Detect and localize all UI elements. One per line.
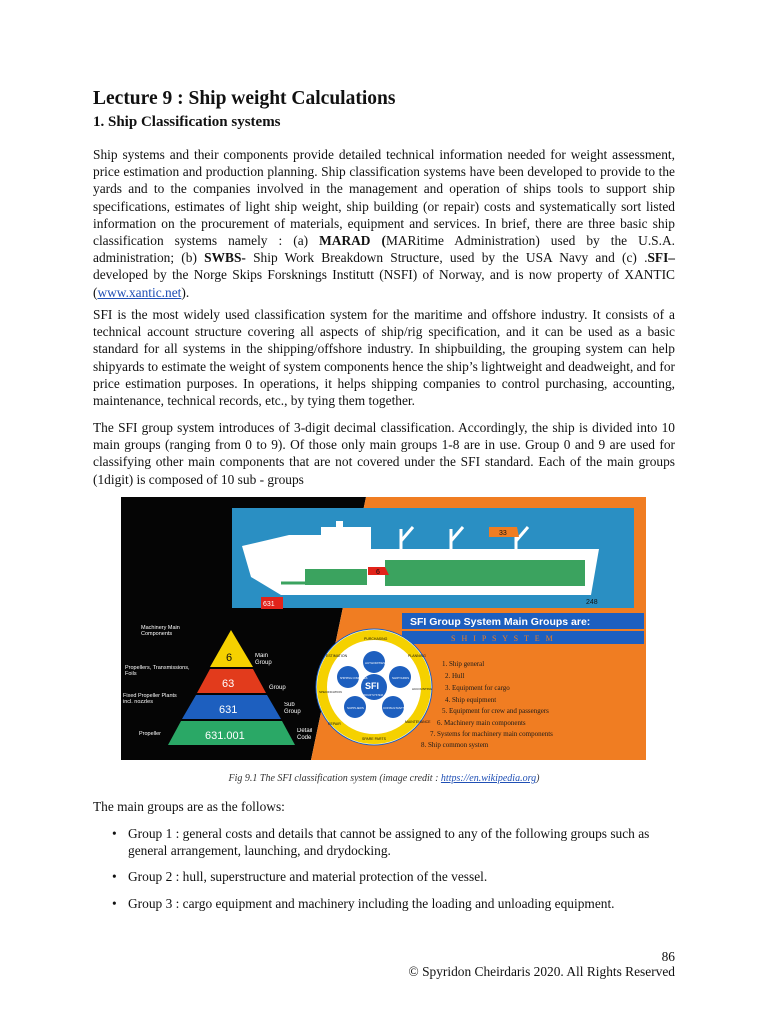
- swbs-term: SWBS-: [204, 250, 246, 266]
- pyramid-label-6: 6: [226, 652, 233, 664]
- pyramid-right-3: [284, 702, 314, 718]
- wheel-ring-spareparts: SPARE PARTS: [362, 737, 386, 741]
- bullet-icon: •: [112, 895, 117, 911]
- caption-close: ): [536, 773, 540, 784]
- list-item-text: Group 1 : general costs and details that cannot be assigned to any of the following groups such as general arrangement, launching, and drydocking.: [128, 826, 650, 859]
- pyramid-label-631: 631: [219, 704, 238, 716]
- wheel-node-label-suppliers: SUPPLIERS: [347, 706, 364, 710]
- section-title: 1. Ship Classification systems: [93, 114, 281, 130]
- wheel-ring-repair: REPAIR: [328, 722, 341, 726]
- pyramid-right-4: [297, 728, 327, 744]
- pyramid-left-3-text: Fixed Propeller Plants incl. nozzles: [123, 693, 177, 705]
- banner-subtitle: S H I P S Y S T E M: [451, 634, 555, 643]
- pyramid-right-1: [255, 653, 291, 669]
- ship-mast-icon: [336, 521, 343, 527]
- main-group-8: 8. Ship common system: [421, 741, 489, 749]
- wheel-node-label-shipyards: SHIPYARDS: [392, 676, 410, 680]
- main-groups-intro: The main groups are as the follows:: [93, 799, 285, 814]
- pyramid-right-2: Group: [269, 685, 286, 691]
- figure-caption: [0, 773, 768, 784]
- main-group-6: 6. Machinery main components: [437, 719, 526, 727]
- pyramid-label-63: 63: [222, 678, 235, 690]
- paragraph1-text-d: developed by the Norge Skips Forsknings Institutt (NSFI) of Norway, and is now property of XANTIC (: [93, 267, 675, 300]
- pyramid-label-631001: 631.001: [205, 730, 245, 742]
- ship-label-631: 631: [263, 601, 275, 608]
- wheel-ring-purchasing: PURCHASING: [364, 637, 388, 641]
- main-group-5: 5. Equipment for crew and passengers: [442, 707, 549, 715]
- wheel-ring-maintenance: MAINTENANCE: [405, 720, 431, 724]
- main-group-3: 3. Equipment for cargo: [445, 684, 510, 692]
- wheel-ring-planning: PLANNING: [408, 654, 426, 658]
- banner-title: SFI Group System Main Groups are:: [410, 616, 591, 628]
- ship-label-6: 6: [376, 569, 380, 576]
- wheel-center-sublabel: GROUP SYSTEM: [362, 694, 383, 697]
- wheel-node-label-authorities: AUTHORITIES: [365, 661, 386, 665]
- bullet-icon: •: [112, 869, 117, 885]
- wheel-ring-accounting: ACCOUNTING: [412, 687, 433, 691]
- ship-label-248: 248: [586, 599, 598, 606]
- list-item-text: Group 3 : cargo equipment and machinery including the loading and unloading equipment.: [128, 895, 615, 911]
- main-groups-list: [93, 825, 675, 921]
- pyramid-right-3-text: Sub Group: [284, 702, 301, 715]
- page-number: 86: [661, 949, 675, 964]
- paragraph-sfi-structure: The SFI group system introduces of 3-digit decimal classification. Accordingly, the ship is divided into 10 main groups (ranging from 0 to 9). Of those only main groups 1-8 are in use. Group 0 and 9 are used for classifying other main components that are not covered under the SFI standard. Each of the main groups (1digit) is composed of 10 sub - groups: [93, 420, 675, 487]
- paragraph-classification-systems: [93, 146, 675, 301]
- pyramid-left-3: [123, 693, 183, 715]
- pyramid-left-2: [125, 665, 195, 689]
- list-item: [93, 868, 675, 885]
- main-group-4: 4. Ship equipment: [445, 696, 497, 704]
- wheel-ring-specification: SPECIFICATION: [319, 690, 342, 694]
- sfi-figure: [121, 497, 646, 760]
- paragraph1-text-c: Ship Work Breakdown Structure, used by the USA Navy and (c) .: [245, 250, 648, 266]
- paragraph1-text-a: Ship systems and their components provide detailed technical information needed for weight assessment, price estimation and production planning. Ship classification systems have been developed to provide to the yards and to the companies involved in the management and operation of ships tools to support ship specifications, estimates of light ship weight, ship building (or repair) costs and systematically sort listed information on the procurement of materials, equipment and services. In brief, there are three basic ship classification systems namely : (a): [93, 147, 675, 249]
- paragraph-sfi-overview: SFI is the most widely used classification system for the maritime and offshore industry. It consists of a technical account structure covering all aspects of ship/rig specification, and it can be used as a basic standard for all systems in the shipping/offshore industry. In shipbuilding, the grouping system can help shipyards to estimate the weight of system components hence the ship’s lightweight and deadweight, and for price estimation purposes. In operations, it helps shipping companies to control purchasing, accounting, maintenance, technical records, etc., by tying them together.: [93, 307, 675, 409]
- bullet-icon: •: [112, 826, 117, 841]
- lecture-title: Lecture 9 : Ship weight Calculations: [93, 88, 396, 109]
- pyramid-left-1-text: Machinery Main Components: [141, 625, 180, 637]
- list-item: [93, 825, 675, 859]
- list-item-text: Group 2 : hull, superstructure and material protection of the vessel.: [128, 869, 488, 885]
- pyramid-left-1: [141, 625, 203, 655]
- caption-link[interactable]: https://en.wikipedia.org: [440, 773, 537, 784]
- cargo-hold-block: [385, 560, 585, 586]
- main-group-2: 2. Hull: [445, 672, 465, 680]
- pyramid-right-1-text: Main Group: [255, 653, 272, 666]
- engine-room-block: [305, 569, 367, 585]
- wheel-node-label-shipping: SHIPPING COMPANIES: [340, 677, 368, 680]
- main-group-1: 1. Ship general: [442, 660, 485, 668]
- pyramid-right-4-text: Detail Code: [297, 728, 313, 741]
- marad-term: MARAD (: [319, 233, 386, 249]
- pyramid-left-4: Propeller: [139, 731, 162, 737]
- xantic-link[interactable]: www.xantic.net: [97, 284, 182, 300]
- pyramid-left-2-text: Propellers, Transmissions, Foils: [125, 665, 190, 677]
- paragraph1-text-e: ).: [181, 284, 190, 300]
- wheel-ring-estimation: ESTIMATION: [326, 654, 348, 658]
- sfi-term: SFI–: [647, 250, 675, 266]
- main-group-7: 7. Systems for machinery main components: [430, 730, 553, 738]
- ship-label-33: 33: [499, 530, 507, 537]
- copyright-notice: © Spyridon Cheirdaris 2020. All Rights Reserved: [408, 964, 675, 979]
- caption-text: Fig 9.1 The SFI classification system (image credit :: [228, 773, 441, 784]
- sfi-figure-graphic: [121, 497, 646, 760]
- wheel-node-label-consultants: CONSULTANTS: [383, 706, 405, 710]
- wheel-center-label: SFI: [365, 681, 380, 691]
- list-item: [93, 895, 675, 912]
- paragraph1-text-b: MARitime Administration) used by the U.S.A. administration; (b): [93, 233, 675, 266]
